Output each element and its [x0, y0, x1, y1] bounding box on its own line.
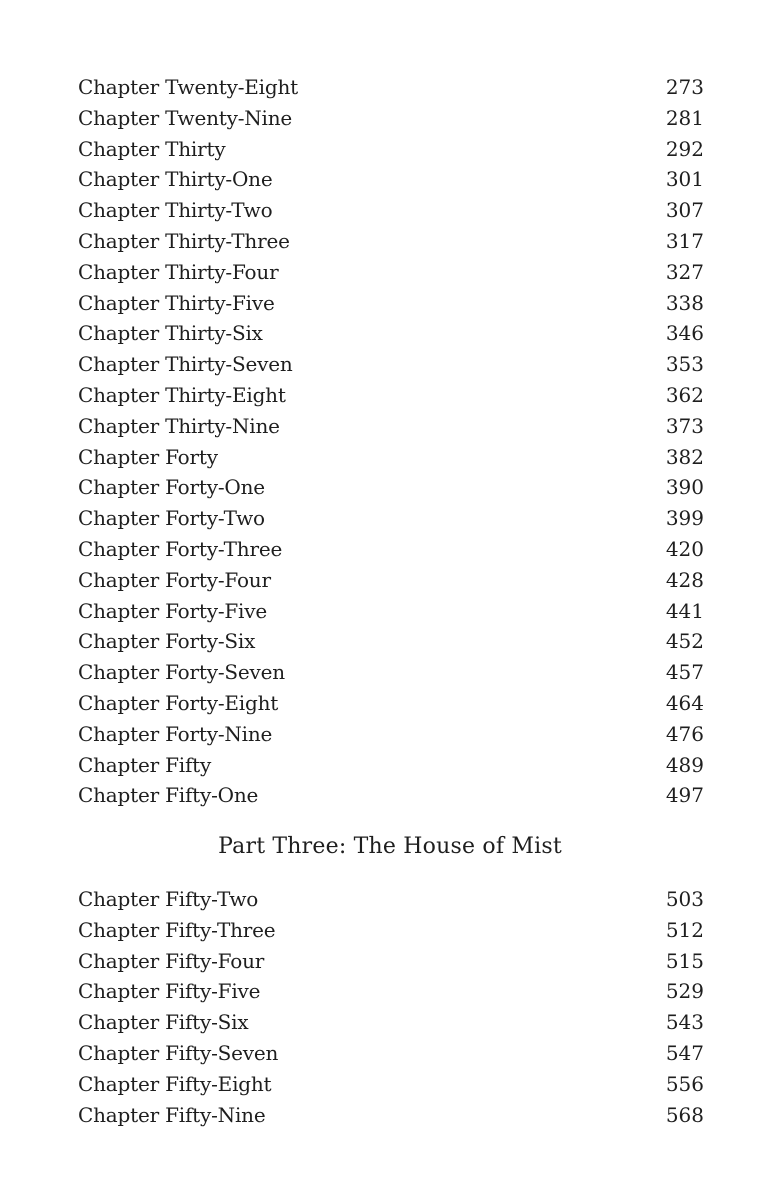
chapter-title: Chapter Thirty-Three	[78, 228, 290, 253]
page-number: 292	[665, 136, 704, 161]
chapter-title: Chapter Fifty-Three	[78, 917, 276, 942]
page-number: 547	[665, 1040, 704, 1065]
chapter-title: Chapter Thirty-Five	[78, 290, 275, 315]
page-number: 497	[665, 783, 704, 808]
toc-list-part-three	[78, 884, 704, 1130]
page-number: 353	[665, 352, 704, 377]
page-number: 489	[665, 752, 704, 777]
chapter-title: Chapter Thirty-Nine	[78, 413, 280, 438]
chapter-title: Chapter Forty-Six	[78, 629, 256, 654]
chapter-title: Chapter Twenty-Eight	[78, 75, 298, 99]
chapter-title: Chapter Fifty-Four	[78, 948, 265, 973]
chapter-title: Chapter Thirty-Two	[78, 198, 273, 223]
toc-entry	[78, 946, 704, 977]
toc-entry	[78, 657, 704, 688]
toc-entry	[78, 288, 704, 319]
toc-entry	[78, 503, 704, 534]
page-number: 362	[665, 382, 704, 407]
toc-entry	[78, 626, 704, 657]
page-number: 428	[665, 567, 704, 592]
toc-entry	[78, 565, 704, 596]
toc-entry	[78, 1100, 704, 1131]
toc-entry	[78, 226, 704, 257]
chapter-title: Chapter Fifty-Two	[78, 887, 259, 911]
toc-entry	[78, 534, 704, 565]
chapter-title: Chapter Fifty-One	[78, 783, 259, 808]
page-number: 476	[665, 721, 704, 746]
chapter-title: Chapter Thirty-Eight	[78, 382, 286, 407]
toc-entry	[78, 318, 704, 349]
toc-entry	[78, 750, 704, 781]
chapter-title: Chapter Forty-Eight	[78, 690, 279, 715]
page-number: 317	[665, 228, 704, 253]
chapter-title: Chapter Forty-Seven	[78, 660, 285, 685]
toc-entry	[78, 596, 704, 627]
toc-entry	[78, 103, 704, 134]
toc-entry	[78, 195, 704, 226]
chapter-title: Chapter Thirty-Four	[78, 259, 279, 284]
toc-entry	[78, 72, 704, 103]
page-number: 301	[665, 167, 704, 192]
page-number: 452	[665, 629, 704, 654]
toc-entry	[78, 1069, 704, 1100]
toc-entry	[78, 134, 704, 165]
page-number: 512	[665, 917, 704, 942]
toc-entry	[78, 915, 704, 946]
toc-entry	[78, 472, 704, 503]
toc-list-part-two	[78, 72, 704, 811]
toc-entry	[78, 1038, 704, 1069]
chapter-title: Chapter Fifty-Five	[78, 979, 261, 1004]
page-number: 420	[665, 536, 704, 561]
page-number: 307	[665, 198, 704, 223]
page-number: 556	[665, 1071, 704, 1096]
toc-entry	[78, 442, 704, 473]
page-number: 515	[665, 948, 704, 973]
chapter-title: Chapter Fifty	[78, 752, 212, 777]
toc-entry	[78, 1007, 704, 1038]
toc-entry	[78, 884, 704, 915]
toc-entry	[78, 976, 704, 1007]
chapter-title: Chapter Thirty	[78, 136, 226, 161]
part-three-heading: Part Three: The House of Mist	[218, 834, 562, 859]
page-number: 503	[665, 887, 704, 911]
chapter-title: Chapter Forty-One	[78, 475, 265, 500]
page-number: 568	[665, 1102, 704, 1127]
page-number: 441	[665, 598, 704, 623]
chapter-title: Chapter Forty	[78, 444, 218, 469]
toc-entry	[78, 257, 704, 288]
chapter-title: Chapter Forty-Five	[78, 598, 267, 623]
page-number: 390	[665, 475, 704, 500]
chapter-title: Chapter Thirty-Six	[78, 321, 263, 346]
page-number: 338	[665, 290, 704, 315]
toc-entry	[78, 719, 704, 750]
chapter-title: Chapter Forty-Three	[78, 536, 283, 561]
toc-entry	[78, 411, 704, 442]
page-number: 457	[665, 660, 704, 685]
toc-entry	[78, 164, 704, 195]
page-number: 327	[665, 259, 704, 284]
page-number: 346	[665, 321, 704, 346]
page-number: 543	[665, 1010, 704, 1035]
chapter-title: Chapter Fifty-Nine	[78, 1102, 266, 1127]
chapter-title: Chapter Forty-Two	[78, 506, 265, 531]
page-number: 281	[665, 105, 704, 130]
chapter-title: Chapter Fifty-Eight	[78, 1071, 272, 1096]
toc-entry	[78, 349, 704, 380]
page-number: 399	[665, 506, 704, 531]
chapter-title: Chapter Fifty-Seven	[78, 1040, 279, 1065]
page-number: 273	[665, 75, 704, 99]
chapter-title: Chapter Thirty-Seven	[78, 352, 293, 377]
chapter-title: Chapter Thirty-One	[78, 167, 273, 192]
page-number: 373	[665, 413, 704, 438]
chapter-title: Chapter Forty-Nine	[78, 721, 273, 746]
page-number: 529	[665, 979, 704, 1004]
toc-entry	[78, 780, 704, 811]
chapter-title: Chapter Fifty-Six	[78, 1010, 249, 1035]
chapter-title: Chapter Forty-Four	[78, 567, 271, 592]
page-number: 382	[665, 444, 704, 469]
chapter-title: Chapter Twenty-Nine	[78, 105, 293, 130]
toc-entry	[78, 688, 704, 719]
page-number: 464	[665, 690, 704, 715]
toc-entry	[78, 380, 704, 411]
